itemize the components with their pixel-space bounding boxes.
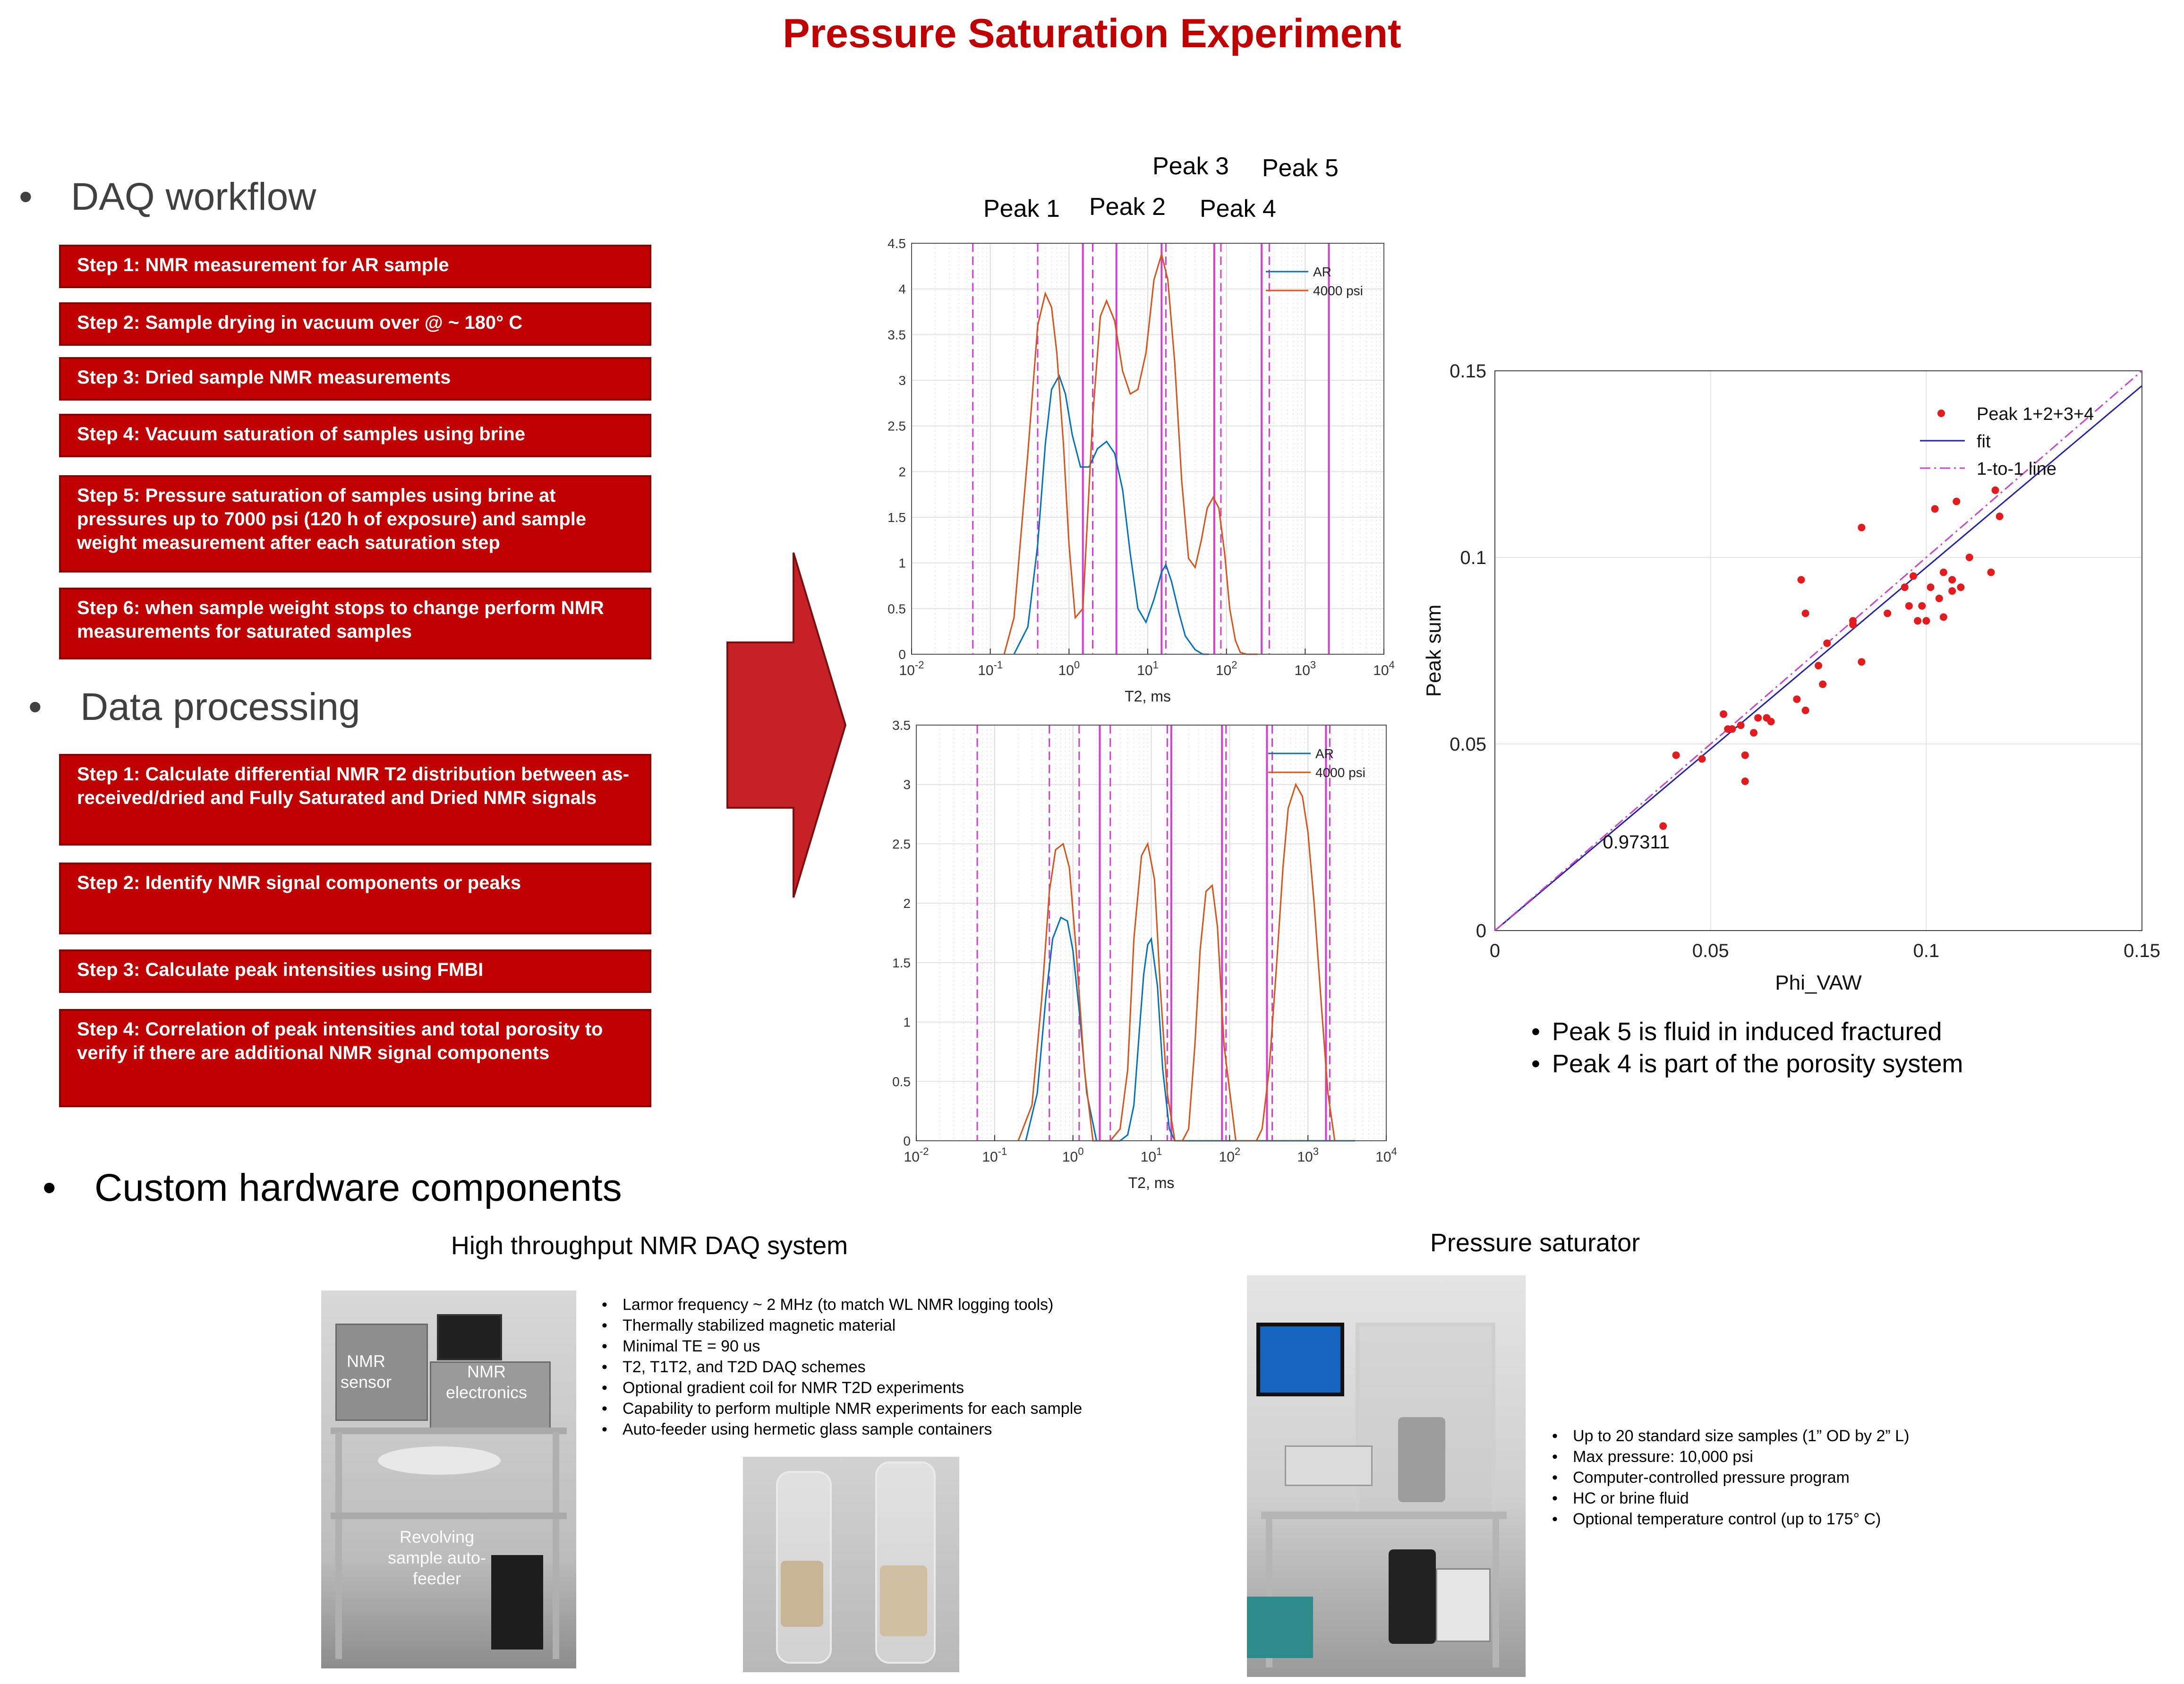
data-point <box>1884 610 1891 617</box>
series-line-4000-psi <box>1004 254 1258 654</box>
spec-item: • Minimal TE = 90 us <box>623 1336 1082 1357</box>
y-tick-label: 2.5 <box>892 837 911 852</box>
data-point <box>1802 610 1809 617</box>
x-tick-label: $10^4$ <box>1373 659 1395 678</box>
x-tick-label: $10^0$ <box>1058 659 1080 678</box>
right-arrow-icon <box>723 553 850 898</box>
sample-containers-photo <box>743 1457 959 1672</box>
data-point <box>1953 498 1960 505</box>
chart-legend <box>1266 265 1363 298</box>
data-point <box>1793 695 1800 703</box>
spec-item: • Optional temperature control (up to 175° C) <box>1573 1509 1909 1530</box>
daq-step-3: Step 3: Dried sample NMR measurements <box>59 357 651 401</box>
x-tick-label: 0.1 <box>1913 940 1940 961</box>
daq-step-1: Step 1: NMR measurement for AR sample <box>59 245 651 288</box>
note-item: • Peak 4 is part of the porosity system <box>1552 1048 1963 1080</box>
data-point <box>1698 755 1706 763</box>
x-tick-label: $10^{-2}$ <box>904 1145 929 1165</box>
y-tick-label: 4 <box>898 282 906 297</box>
data-point <box>1858 524 1865 531</box>
page-title: Pressure Saturation Experiment <box>783 11 1401 56</box>
data-processing-heading-text: Data processing <box>80 685 360 728</box>
peak-label-5: Peak 5 <box>1262 154 1339 182</box>
x-axis-label: Phi_VAW <box>1775 971 1862 994</box>
processing-step-2: Step 2: Identify NMR signal components or peaks <box>59 863 651 934</box>
processing-step-1: Step 1: Calculate differential NMR T2 distribution between as-received/dried and Fully Saturated and Dried NMR signals <box>59 754 651 846</box>
daq-specs-list <box>623 1294 1082 1440</box>
y-axis-label: Peak sum <box>1422 604 1445 697</box>
y-tick-label: 4.5 <box>887 236 906 251</box>
chart-legend <box>1268 746 1365 780</box>
data-point <box>1914 617 1921 624</box>
spec-item: • T2, T1T2, and T2D DAQ schemes <box>623 1357 1082 1377</box>
data-point <box>1797 576 1805 583</box>
note-item: • Peak 5 is fluid in induced fractured <box>1552 1016 1963 1048</box>
data-point <box>1966 554 1973 561</box>
series-line-1-to-1-line <box>1495 371 2142 931</box>
x-tick-label: 0.05 <box>1692 940 1729 961</box>
legend-swatch <box>1937 410 1945 417</box>
data-point <box>1754 714 1762 722</box>
daq-step-5: Step 5: Pressure saturation of samples using brine at pressures up to 7000 psi (120 h of exposure) and sample weight measurement after each saturation step <box>59 475 651 573</box>
data-point <box>1741 752 1749 759</box>
data-point <box>1849 617 1857 624</box>
t2-distribution-chart-bottom <box>860 716 1397 1193</box>
data-point <box>1948 576 1956 583</box>
data-point <box>1905 602 1913 610</box>
x-tick-label: $10^{-2}$ <box>899 659 924 678</box>
data-point <box>1957 583 1964 591</box>
t2-distribution-chart-top <box>860 231 1393 713</box>
legend-label: 4000 psi <box>1315 765 1365 780</box>
data-point <box>1819 681 1826 688</box>
y-tick-label: 2 <box>898 464 906 479</box>
data-point <box>1728 725 1736 733</box>
data-point <box>1922 617 1930 624</box>
data-point <box>1927 583 1934 591</box>
y-tick-label: 3.5 <box>887 327 906 342</box>
x-tick-label: 0.15 <box>2124 940 2160 961</box>
legend-label: 4000 psi <box>1313 283 1363 298</box>
data-point <box>1737 722 1745 729</box>
y-tick-label: 0.15 <box>1450 361 1486 382</box>
chart-legend <box>1920 404 2094 479</box>
data-point <box>1918 602 1926 610</box>
photo-label-nmr-electronics: NMR electronics <box>445 1362 528 1402</box>
data-point <box>1948 587 1956 595</box>
x-axis-label: T2, ms <box>1125 688 1171 705</box>
y-tick-label: 0 <box>1476 921 1486 941</box>
processing-step-3: Step 3: Calculate peak intensities using FMBI <box>59 949 651 993</box>
y-tick-label: 1.5 <box>887 510 906 525</box>
x-tick-label: $10^3$ <box>1294 659 1316 678</box>
notes-list <box>1552 1016 1963 1080</box>
saturator-specs-list <box>1573 1426 1909 1530</box>
spec-item: • Larmor frequency ~ 2 MHz (to match WL NMR logging tools) <box>623 1294 1082 1315</box>
data-point <box>1901 583 1909 591</box>
legend-label: Peak 1+2+3+4 <box>1977 404 2094 424</box>
spec-item: • Thermally stabilized magnetic material <box>623 1315 1082 1336</box>
spec-item: • Capability to perform multiple NMR experiments for each sample <box>623 1398 1082 1419</box>
y-tick-label: 3.5 <box>892 718 911 733</box>
photo-label-auto-feeder: Revolving sample auto-feeder <box>387 1527 486 1588</box>
data-point <box>1996 513 2004 520</box>
x-tick-label: $10^1$ <box>1140 1145 1162 1165</box>
data-point <box>1936 595 1943 602</box>
daq-workflow-heading: • DAQ workflow <box>19 175 316 218</box>
spec-item: • Max pressure: 10,000 psi <box>1573 1446 1909 1467</box>
peak-label-2: Peak 2 <box>1089 193 1166 221</box>
y-tick-label: 0 <box>903 1134 911 1148</box>
data-point <box>1659 822 1667 830</box>
photo-label-nmr-sensor: NMR sensor <box>340 1351 392 1392</box>
data-point <box>1750 729 1757 736</box>
custom-hardware-heading-text: Custom hardware components <box>94 1166 622 1209</box>
daq-system-caption: High throughput NMR DAQ system <box>451 1231 848 1260</box>
data-point <box>1991 487 1999 494</box>
legend-label: 1-to-1 line <box>1977 459 2056 479</box>
series-line-AR <box>1014 376 1209 654</box>
x-tick-label: $10^{-1}$ <box>982 1145 1007 1165</box>
custom-hardware-heading: • Custom hardware components <box>43 1166 622 1209</box>
data-point <box>1987 569 1995 576</box>
peak-sum-scatter-chart <box>1398 340 2163 992</box>
y-tick-label: 1.5 <box>892 955 911 970</box>
data-point <box>1940 569 1947 576</box>
x-tick-label: $10^0$ <box>1062 1145 1084 1165</box>
data-point <box>1741 778 1749 785</box>
fit-annotation: 0.97311 <box>1603 832 1670 853</box>
y-tick-label: 1 <box>898 556 906 571</box>
daq-step-6: Step 6: when sample weight stops to change perform NMR measurements for saturated samples <box>59 588 651 659</box>
legend-label: fit <box>1977 432 1991 452</box>
daq-step-2: Step 2: Sample drying in vacuum over @ ~ 180° C <box>59 302 651 346</box>
y-tick-label: 0.1 <box>1460 547 1486 568</box>
x-tick-label: $10^3$ <box>1297 1145 1319 1165</box>
daq-step-4: Step 4: Vacuum saturation of samples using brine <box>59 414 651 457</box>
saturator-caption: Pressure saturator <box>1430 1229 1640 1257</box>
y-tick-label: 0.05 <box>1450 734 1486 755</box>
data-point <box>1940 613 1947 621</box>
data-point <box>1720 710 1727 718</box>
data-point <box>1931 505 1939 513</box>
x-tick-label: $10^4$ <box>1375 1145 1397 1165</box>
x-tick-label: 0 <box>1489 940 1501 961</box>
x-tick-label: $10^2$ <box>1215 659 1237 678</box>
spec-item: • Computer-controlled pressure program <box>1573 1467 1909 1488</box>
chart-grid <box>912 243 1384 654</box>
data-point <box>1672 752 1680 759</box>
legend-label: AR <box>1313 265 1331 279</box>
x-tick-label: $10^1$ <box>1137 659 1159 678</box>
daq-workflow-heading-text: DAQ workflow <box>71 175 316 218</box>
y-tick-label: 1 <box>903 1015 911 1030</box>
nmr-daq-system-photo <box>321 1291 576 1668</box>
x-tick-label: $10^{-1}$ <box>978 659 1003 678</box>
spec-item: • Optional gradient coil for NMR T2D experiments <box>623 1377 1082 1398</box>
y-tick-label: 3 <box>898 373 906 388</box>
spec-item: • HC or brine fluid <box>1573 1488 1909 1509</box>
data-point <box>1858 658 1865 666</box>
y-tick-label: 3 <box>903 777 911 792</box>
peak-label-1: Peak 1 <box>983 195 1060 222</box>
y-tick-label: 0 <box>898 647 906 662</box>
peak-label-4: Peak 4 <box>1200 195 1276 222</box>
x-tick-label: $10^2$ <box>1219 1145 1241 1165</box>
spec-item: • Up to 20 standard size samples (1” OD by 2” L) <box>1573 1426 1909 1446</box>
data-point <box>1823 640 1831 647</box>
peak-label-3: Peak 3 <box>1152 153 1229 180</box>
data-point <box>1767 718 1775 726</box>
y-tick-label: 0.5 <box>892 1074 911 1089</box>
x-axis-label: T2, ms <box>1128 1174 1175 1191</box>
pressure-saturator-photo <box>1247 1275 1526 1677</box>
data-point <box>1910 573 1917 580</box>
y-tick-label: 2.5 <box>887 419 906 434</box>
data-point <box>1802 707 1809 714</box>
processing-step-4: Step 4: Correlation of peak intensities and total porosity to verify if there are additional NMR signal components <box>59 1009 651 1107</box>
y-tick-label: 0.5 <box>887 601 906 616</box>
data-point <box>1815 662 1822 669</box>
data-processing-heading: • Data processing <box>28 685 360 728</box>
y-tick-label: 2 <box>903 896 911 911</box>
legend-label: AR <box>1315 746 1334 761</box>
spec-item: • Auto-feeder using hermetic glass sample containers <box>623 1419 1082 1440</box>
